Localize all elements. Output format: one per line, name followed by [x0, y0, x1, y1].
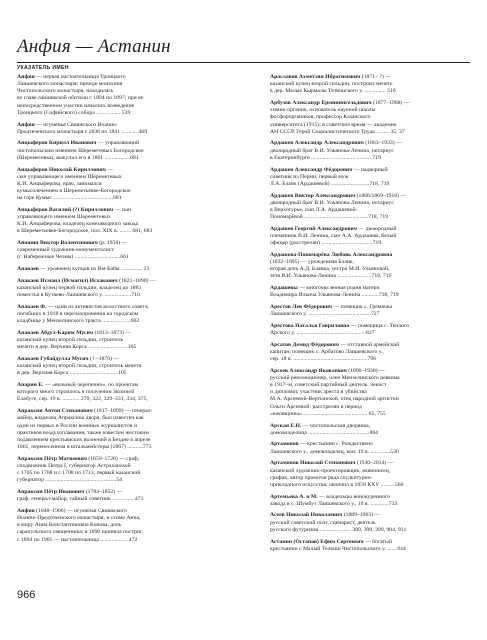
entry-text: — сын [113, 206, 131, 213]
entry-line [270, 539, 472, 546]
entry-text: с 1894 по 1905 — настоятельница ....................472 [17, 536, 138, 543]
entry-headword: Анцыферов Василий (?) Кириллович [17, 206, 114, 213]
index-entry [270, 193, 472, 222]
entry-line [270, 382, 472, 389]
entry-line [17, 537, 219, 544]
entry-line [270, 266, 472, 273]
entry-text: сер. 18 в. ....................................................796 [270, 356, 376, 363]
index-entry [17, 382, 219, 403]
entry-headword: Анфия [17, 74, 35, 80]
entry-text: (Шереметевка), выкупил его в 1861 ..................681 [17, 154, 139, 161]
entry-text: Троицкого (Софийского) собора ................. 539 [17, 109, 131, 116]
entry-line [17, 396, 219, 403]
entry-line [17, 489, 219, 496]
entry-text: офицер (расстрелян) ....................................719 [270, 240, 382, 247]
entry-text: — управляющий [96, 140, 140, 147]
index-entry [270, 539, 472, 553]
entry-text: Ольги Арсеевой; расстрелян в период [270, 403, 362, 410]
entry-line [17, 278, 219, 285]
entry-headword: Арестов Лев Фёдорович [270, 303, 333, 310]
page-number: 966 [17, 589, 36, 601]
entry-headword: Ардашев Виктор Александрович [270, 192, 356, 199]
entry-text: график, автор проектов ряда скульптурно- [270, 474, 373, 481]
entry-line [17, 155, 219, 162]
entry-line [270, 375, 472, 382]
entry-line [270, 527, 472, 534]
entry-text: (1832–1895) — урожденная Бланк, [270, 259, 355, 265]
entry-text: в Екатеринбурге ...........................................719 [270, 154, 381, 161]
entry-line [17, 496, 219, 503]
index-entry [270, 304, 472, 318]
entry-headword: Апакаев [17, 266, 39, 273]
entry-line [17, 95, 219, 102]
index-entry [270, 74, 472, 95]
entry-line [17, 382, 219, 389]
entry-text: (г. Набережные Челны) ................................661 [17, 254, 129, 261]
entry-line [270, 292, 472, 299]
entry-line [270, 323, 472, 330]
entry-text: (1871– ?) — [360, 74, 391, 80]
index-entry [17, 330, 219, 351]
entry-line [17, 508, 219, 515]
entry-text: чистопольским имением Шереметевых Богородское [17, 147, 144, 154]
entry-line [17, 88, 219, 95]
entry-line [270, 520, 472, 527]
entry-text: — первая настоятельница Троицкого [34, 74, 126, 80]
entry-headword: Апакаев Ф. [17, 303, 47, 310]
entry-text: Л.А. Бланк (Ардашевой) ...........................718, 719 [270, 180, 390, 187]
entry-line [17, 247, 219, 254]
entry-line [270, 430, 472, 437]
entry-line [17, 515, 219, 522]
entry-text: в дер. Верхняя Корса ..................................105 [17, 370, 127, 377]
entry-line [270, 240, 472, 247]
entry-text: — надворный [352, 166, 388, 173]
index-entry [270, 342, 472, 363]
entry-line [17, 330, 219, 337]
entry-text: Пономарёвой .............................................718, 719 [270, 214, 389, 221]
entry-text: (р. 1958) — [97, 240, 128, 247]
index-entry [17, 304, 219, 325]
entry-text: тетя В.И. Ульянова-Ленина ........................718, 719 [270, 273, 392, 280]
entry-line [270, 368, 472, 375]
entry-text: — чистопольская дворянка, [301, 422, 371, 429]
index-entry [17, 408, 219, 451]
entry-text: фосфороргаников, профессор Казанского [270, 114, 371, 121]
index-entry [17, 140, 219, 161]
index-entry [270, 167, 472, 188]
entry-text: завода в с. Шумбут Лаишевского у., 19 в. .............733 [270, 500, 398, 507]
entry-headword: Анцыферов Кирилл Иванович [17, 140, 97, 147]
entry-line [17, 74, 219, 81]
entry-text: (1890–1938) — [346, 367, 385, 374]
entry-text: (1813–1873) — [93, 330, 131, 337]
entry-headword: Астанин (Остапов) Ефим Сергеевич [270, 538, 364, 545]
entry-headword: Анцыферов Николай Кириллович [17, 166, 106, 173]
entry-text: погибших в 1918 в перезахоронения на городском [17, 311, 139, 318]
entry-line [270, 273, 472, 280]
entry-line [270, 389, 472, 396]
entry-line [270, 512, 472, 519]
index-entry [17, 240, 219, 261]
entry-text: 1861, перенесенном в штальмейстеры (1867) ...........773 [17, 444, 152, 450]
entry-text: один из первых в России военных журналистов и [17, 422, 137, 429]
entry-text: подавлением крестьянских волнений в Бездне в апреле [17, 436, 151, 443]
entry-text: Иоанно-Предтеченского монастыря, в схиме Анна, [17, 515, 141, 522]
entry-text: казанский купец второй гильдии, строитель мечети [17, 363, 142, 370]
entry-text: (1817–1899) — генерал- [92, 408, 153, 415]
entry-line [270, 252, 472, 259]
entry-text: — двоюродный [356, 225, 397, 232]
index-entry [17, 356, 219, 377]
entry-text: университета (1915); в советское время — академик [270, 121, 397, 128]
entry-headword: Аношин Виктор Валентинович [17, 240, 98, 247]
entry-text: К.И. Анцыферова, владелец конезаводного завода [17, 221, 139, 228]
entry-text: (1821–1890) — [117, 277, 156, 284]
entry-text: в миру Анна Константиновна Конова, дочь [17, 522, 122, 529]
entry-line [17, 214, 219, 221]
entry-text: — помещица с. Теплого [349, 322, 410, 329]
entry-line [270, 449, 472, 456]
entry-text: вторая дочь А.Д. Бланка, сестра М.И. Ульяновой, [270, 266, 390, 273]
entry-text: «ежовщины» ............................................. 65, 755 [270, 410, 386, 417]
index-entry [17, 508, 219, 544]
entry-line [270, 226, 472, 233]
entry-line [270, 411, 472, 418]
entry-line [270, 482, 472, 489]
entry-line [17, 470, 219, 477]
entry-text: управляющего имением Шереметевых [17, 214, 111, 221]
entry-text: и дипломат, участник ареста и убийства [270, 389, 367, 396]
entry-headword: Арбузов Александр Ерминингельдович [270, 100, 372, 107]
entry-headword: Ардашев Александр Александрович [270, 140, 364, 147]
index-entry [270, 285, 472, 299]
entry-line [17, 344, 219, 351]
right-column [270, 74, 472, 557]
entry-line [17, 188, 219, 195]
entry-line [17, 477, 219, 484]
left-column [17, 74, 219, 548]
entry-text: Лаишевского у., домовладелец, кон. 19 в. ..............530 [270, 448, 399, 455]
entry-text: поместья в Кутаево-Лаишевского у. ...................710 [17, 292, 140, 299]
entry-headword: Арсатов Демид Фёдорович [270, 341, 339, 348]
entry-line [270, 129, 472, 136]
entry-line [17, 221, 219, 228]
index-entry [270, 323, 472, 337]
entry-headword: Апраксин Антон Степанович [17, 408, 93, 415]
entry-text: — богатый [363, 538, 392, 545]
entry-line [270, 396, 472, 403]
entry-text: советник из Перми, первый муж [270, 173, 349, 180]
entry-line [270, 259, 472, 266]
entry-line [270, 122, 472, 129]
entry-line [270, 214, 472, 221]
entry-line [270, 140, 472, 147]
entry-text: — многочисленная родня матери [297, 285, 380, 292]
entry-line [17, 356, 219, 363]
entry-line [270, 460, 472, 467]
entry-text: во главе лаишевской обители с 1894 по 1897; при ее [17, 95, 144, 102]
entry-line [270, 404, 472, 411]
entry-headword: Арсеев Александр Яковлевич [270, 367, 347, 374]
entry-headword: Апраксин Пётр Матвеевич [17, 455, 87, 462]
entry-line [17, 122, 219, 129]
index-entry [17, 122, 219, 136]
entry-text: Предтеченского монастыря с 1838 по 1841 ........... 469 [17, 128, 148, 135]
entry-line [270, 423, 472, 430]
entry-text: — уроженец купцов из Им-Бабы ............... 23 [38, 266, 150, 273]
entry-line [270, 148, 472, 155]
entry-line [17, 430, 219, 437]
entry-headword: Ардашев Георгий Александрович [270, 225, 357, 232]
entry-text: Владимира Ильича Ульянова-Ленина ............718, 719 [270, 292, 399, 299]
entry-headword: Апакаев Абдул-Карим Мусич [17, 330, 94, 337]
entry-text: АН СССР, Герой Социалистического Труда ......... 35, 37 [270, 128, 405, 135]
entry-line [17, 181, 219, 188]
entry-headword: Ардашева-Пономарёва Любовь Александровна [270, 251, 393, 258]
entry-text: сподвижник Петра I, губернатор Астраханской [17, 462, 131, 469]
entry-line [17, 318, 219, 325]
entry-text: капитан, помещик с. Арбатово Лаишевского у., [270, 348, 384, 355]
entry-text: русский советский поэт, сценарист, деятель [270, 519, 376, 526]
entry-headword: Артамонов Николай Степанович [270, 460, 356, 467]
entry-headword: Апакаев Губайдулла Мусич [17, 356, 89, 363]
entry-text: Лаишевского монастыря; прежде монахиня [17, 81, 123, 88]
index-entry [270, 368, 472, 418]
entry-text: Лаишевского у. ............................................727 [270, 311, 380, 318]
entry-line [270, 193, 472, 200]
entry-text: домовладелица ...........................................864 [270, 429, 379, 436]
index-entry [17, 207, 219, 236]
entry-line [270, 475, 472, 482]
entry-line [17, 167, 219, 174]
index-entry [270, 226, 472, 247]
index-entry [270, 423, 472, 437]
entry-text: в Шереметьевке-Богородское, пол. XIX в. ........ 681, 683 [17, 228, 153, 235]
entry-text: казанский купец второй гильдии, строитель [17, 337, 124, 344]
entry-text: русский революционер, член Мензелинского ревкома [270, 375, 400, 381]
entry-text: казанский купец второй гильдии, построил мечеть [270, 81, 393, 88]
entry-text: непосредственном участии начались возведение [17, 102, 135, 109]
entry-text: (1930–2014) — [355, 460, 394, 467]
entry-line [17, 228, 219, 235]
entry-line [270, 494, 472, 501]
entry-line [17, 415, 219, 422]
entry-text: Елабуге, сер. 19 в. ............ 279, 322, 329–331, 334, 375, [17, 396, 148, 403]
index-entry [270, 460, 472, 489]
entry-line [17, 129, 219, 136]
entry-headword: Арская Е.Н. [270, 422, 302, 429]
running-head-title: Анфия — Астанин [17, 36, 171, 57]
entry-text: (1659–1728) — граф, [86, 455, 140, 462]
entry-text: — отставной армейский [338, 341, 400, 348]
entry-text: Чистопольского монастыря, находилась [17, 88, 114, 95]
entry-line [270, 441, 472, 448]
index-entry [17, 489, 219, 503]
entry-text: — «вольный черепенно», по проектам [43, 382, 139, 389]
entry-text: казанский купец первой гильдии, владелец до 1883 [17, 285, 142, 292]
entry-text: племянник В.И. Ленина, сын А.А. Ардашева, белый [270, 232, 397, 239]
entry-line [17, 103, 219, 110]
entry-text: — [105, 166, 113, 173]
entry-text: казанский художник-проектировщик, живописец, [270, 467, 391, 474]
entry-line [270, 181, 472, 188]
running-head-subtitle: УКАЗАТЕЛЬ ИМЕН [17, 65, 69, 71]
entry-text: — помещик с. Гремячка [332, 303, 393, 310]
entry-line [17, 148, 219, 155]
entry-line [270, 114, 472, 121]
entry-line [17, 389, 219, 396]
entry-headword: Асеев Николай Николаевич [270, 512, 343, 519]
entry-line [17, 423, 219, 430]
entry-line [17, 370, 219, 377]
entry-line [17, 110, 219, 117]
entry-line [270, 233, 472, 240]
entry-text: (1866/1869–1918) — [355, 192, 407, 199]
entry-text: двоюродный брат В.И. Ульянова-Ленина, нотариус [270, 199, 394, 206]
entry-line [17, 240, 219, 247]
entry-line [17, 437, 219, 444]
entry-text: граф, генерал-майор, тайный советник ................471 [17, 496, 144, 503]
entry-text: двоюродный брат В.И. Ульянова-Ленина, нотариус [270, 147, 394, 154]
entry-text: в Верхотурье, сын Л.А. Ардашевой- [270, 206, 358, 213]
entry-text: (? –1870) — [88, 356, 120, 363]
index-entry [17, 167, 219, 203]
index-entry [270, 252, 472, 281]
entry-line [270, 207, 472, 214]
header-rule [17, 62, 470, 63]
index-entry [270, 140, 472, 161]
entry-text: сарапульского священника; в 1890 приняла постриг, [17, 529, 144, 536]
entry-text: русского футуризма ...................... 389, 390, 399, 904, 931 [270, 526, 407, 533]
entry-line [270, 200, 472, 207]
entry-headword: Апакаев Исмаил (Исмагил) Исхакович [17, 277, 118, 284]
entry-text: в дер. Малые Кырмалы Тетюшского у. ............... 510 [270, 88, 396, 95]
entry-line [17, 337, 219, 344]
entry-headword: Ардашевы [270, 285, 298, 292]
entry-text: химик-органик, основатель научной школы [270, 107, 376, 114]
entry-line [270, 349, 472, 356]
entry-line [270, 311, 472, 318]
entry-line [17, 81, 219, 88]
entry-text: (1848–1906) — игуменья Свияжского [34, 507, 127, 514]
entry-line [270, 174, 472, 181]
entry-line [17, 266, 219, 273]
entry-line [270, 304, 472, 311]
entry-line [17, 140, 219, 147]
entry-line [17, 195, 219, 202]
entry-text: сын управляющего имением Шереметевых [17, 173, 122, 180]
entry-text: (1889–1963) — [342, 512, 381, 519]
index-entry [17, 278, 219, 299]
entry-text: с 1705 по 1708 и с 1708 по 1713, первый казанский [17, 470, 141, 477]
entry-line [17, 522, 219, 529]
entry-line [17, 408, 219, 415]
entry-line [270, 100, 472, 107]
entry-line [270, 285, 472, 292]
entry-line [270, 81, 472, 88]
entry-text: практиков воздухоплавания, также известен жестоким [17, 429, 149, 436]
entry-text: губернатор ..................................................54 [17, 477, 123, 484]
entry-line [17, 304, 219, 311]
index-entry [17, 266, 219, 273]
entry-line [17, 285, 219, 292]
index-entry [17, 74, 219, 117]
entry-text: майор, владелец Апраксина двора, был известен как [17, 415, 144, 422]
entry-line [270, 342, 472, 349]
entry-text: мечети в дер. Верхняя Корса ............................105 [17, 344, 137, 351]
index-entry [270, 100, 472, 136]
entry-text: — крестьянин с. Рождествено [298, 441, 373, 448]
entry-text: — игуменья Свияжского Иоанно- [34, 121, 118, 128]
entry-line [17, 529, 219, 536]
entry-text: (1877–1968) — [371, 100, 410, 107]
entry-text: в 1917–м, советский партийный деятель, чекист [270, 382, 387, 389]
entry-text: К.И. Анцыферова, врач, занимался [17, 180, 102, 187]
entry-line [17, 463, 219, 470]
entry-text: — один из активистов волостного совета, [46, 303, 149, 310]
entry-text: Арского у. .................................................827 [270, 330, 375, 337]
entry-headword: Апраксин Пётр Иванович [17, 488, 85, 495]
entry-headword: Анфия [17, 121, 35, 128]
entry-line [270, 155, 472, 162]
entry-headword: Арестова Наталья Гавриловна [270, 322, 350, 329]
entry-text: на горе Кумыс ..........................................681 [17, 195, 122, 202]
entry-text: (1863–1933) — [363, 140, 402, 147]
entry-text: кумысолечением в Шереметьевке-Богородское [17, 187, 131, 194]
entry-headword: Араславов Ахметзян Ибрагимович [270, 74, 361, 80]
entry-line [17, 254, 219, 261]
entry-line [270, 468, 472, 475]
entry-line [17, 292, 219, 299]
entry-line [270, 88, 472, 95]
entry-line [270, 74, 472, 81]
entry-line [270, 356, 472, 363]
entry-text: — владельцы винокуренного [317, 493, 390, 500]
entry-headword: Ардашев Александр Фёдорович [270, 166, 353, 173]
entry-line [17, 174, 219, 181]
entry-line [270, 330, 472, 337]
entry-text: кладбище у Мензелинского тракта ....................662 [17, 318, 140, 325]
entry-text: прикладного искусства; окончил в 1958 КХУ ..........560 [270, 481, 404, 488]
entry-headword: Анфия [17, 507, 35, 514]
entry-line [270, 546, 472, 553]
entry-line [17, 311, 219, 318]
entry-text: крестьянин с Малый Толкиш Чистопольского у. .......944 [270, 545, 406, 552]
index-entry [17, 456, 219, 485]
page-header [17, 36, 470, 71]
entry-text: которого много строилось в поселении Зюзиной [17, 389, 135, 396]
index-entry [270, 441, 472, 455]
entry-text: (1784–1852) — [84, 488, 123, 495]
index-entry [270, 512, 472, 533]
entry-headword: Артемьева А. и М. [270, 493, 318, 500]
entry-headword: Апарин Е. [17, 382, 44, 389]
entry-line [270, 501, 472, 508]
entry-line [270, 167, 472, 174]
entry-line [270, 107, 472, 114]
entry-line [17, 363, 219, 370]
entry-text: М.А. Арсеевой-Вертынской, отец народной артистки [270, 396, 399, 403]
entry-text: современный художник-монументалист [17, 247, 114, 254]
entry-line [17, 444, 219, 451]
index-entry [270, 494, 472, 508]
entry-line [17, 207, 219, 214]
entry-headword: Артамонов [270, 441, 299, 448]
entry-line [17, 456, 219, 463]
